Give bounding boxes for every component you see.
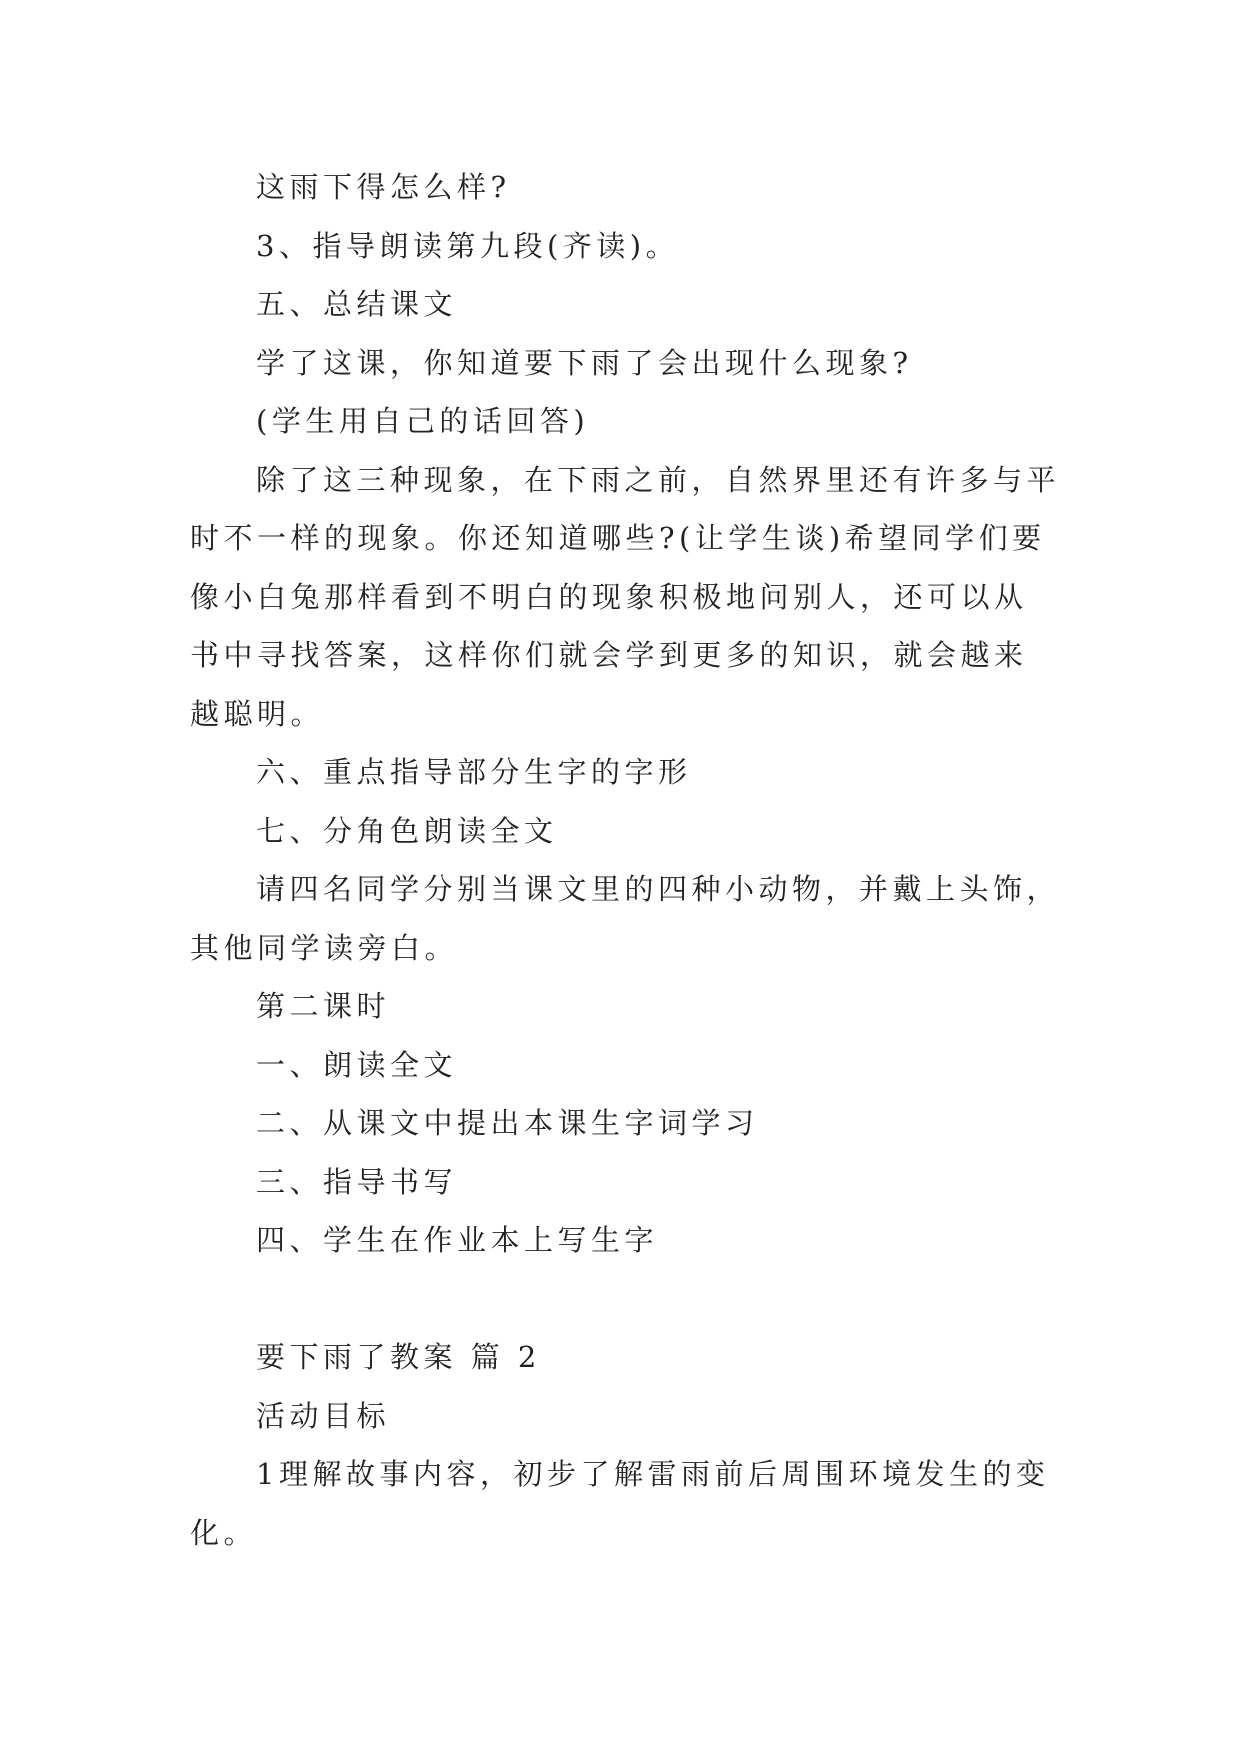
paragraph: (学生用自己的话回答) [256, 404, 590, 438]
document-body [190, 158, 1060, 1562]
section-heading: 二、从课文中提出本课生字词学习 [256, 1106, 759, 1140]
paragraph: 学了这课，你知道要下雨了会出现什么现象? [256, 345, 913, 380]
paragraph: 1理解故事内容，初步了解雷雨前后周围环境发生的变化。 [190, 1457, 1050, 1550]
paragraph: 除了这三种现象，在下雨之前，自然界里还有许多与平时不一样的现象。你还知道哪些?(让学生谈)希望同学们要像小白兔那样看到不明白的现象积极地问别人，还可以从书中寻找答案，这样你们就会学到更多的知识，就会越来越聪明。 [190, 462, 1061, 731]
section2-title: 要下雨了教案 篇 2 [256, 1340, 541, 1374]
section-heading: 三、指导书写 [256, 1164, 458, 1199]
section-heading: 六、重点指导部分生字的字形 [256, 755, 692, 789]
section-heading: 活动目标 [256, 1398, 391, 1433]
section-heading: 七、分角色朗读全文 [256, 813, 558, 848]
lesson-heading: 第二课时 [256, 989, 391, 1023]
blank-line [190, 1270, 1060, 1329]
section-heading: 四、学生在作业本上写生字 [256, 1223, 659, 1257]
paragraph: 3、指导朗读第九段(齐读)。 [256, 228, 680, 263]
paragraph: 这雨下得怎么样? [256, 170, 511, 204]
section-heading: 一、朗读全文 [256, 1047, 458, 1082]
paragraph: 请四名同学分别当课文里的四种小动物，并戴上头饰，其他同学读旁白。 [190, 872, 1061, 965]
section-heading: 五、总结课文 [256, 287, 458, 321]
